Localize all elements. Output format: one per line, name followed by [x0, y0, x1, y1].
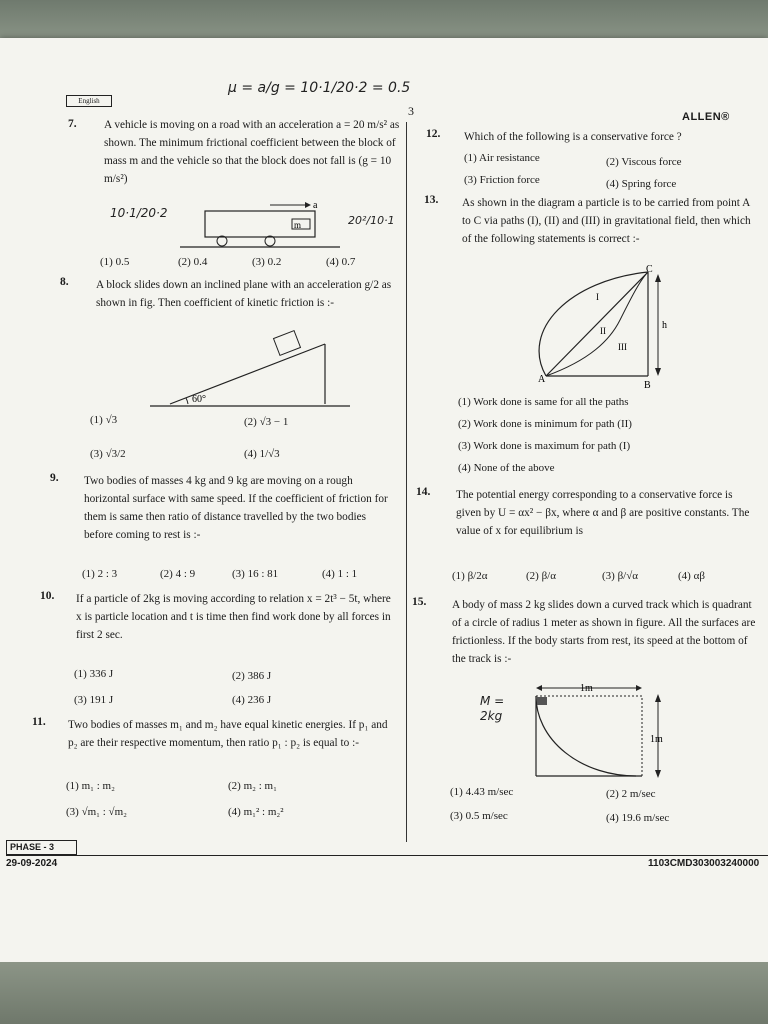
page-number: 3 — [408, 104, 414, 118]
q9-number: 9. — [50, 472, 59, 484]
q15-track-diagram — [530, 680, 690, 784]
q8-incline-diagram — [140, 326, 360, 412]
q12-option-1[interactable]: (1) Air resistance — [464, 152, 540, 164]
q8-angle-label: 60° — [192, 394, 206, 405]
q15-option-3[interactable]: (3) 0.5 m/sec — [450, 810, 508, 822]
q12-text: Which of the following is a conservative force ? — [464, 131, 682, 143]
q14-option-2[interactable]: (2) β/α — [526, 570, 556, 582]
q13-label-c: C — [646, 264, 653, 275]
column-divider — [406, 122, 407, 842]
q8-option-2[interactable]: (2) √3 − 1 — [244, 416, 289, 428]
q13-label-h: h — [662, 320, 667, 331]
q15-number: 15. — [412, 596, 427, 608]
q15-text: A body of mass 2 kg slides down a curved track which is quadrant of a circle of radius 1 meter as shown in figure. All the surfaces are frictionless. If the body starts from rest, its speed at the bottom of the track is :- — [452, 599, 756, 665]
q7-hand-left: 10·1/20·2 — [110, 206, 168, 220]
q7-option-3[interactable]: (3) 0.2 — [252, 256, 282, 268]
q10-option-4[interactable]: (4) 236 J — [232, 694, 272, 706]
q15-label-top: 1m — [580, 683, 593, 694]
q8-text: A block slides down an inclined plane with an acceleration g/2 as shown in fig. Then coefficient of kinetic friction is :- — [96, 279, 392, 309]
q14-option-1[interactable]: (1) β/2α — [452, 570, 488, 582]
q7-number: 7. — [68, 118, 77, 130]
q11-option-3[interactable]: (3) √m₁ : √m₂ — [66, 806, 127, 818]
q8-option-3[interactable]: (3) √3/2 — [90, 448, 126, 460]
q7-mass-label: m — [294, 220, 302, 230]
q15-label-side: 1m — [650, 734, 663, 745]
q11-text: Two bodies of masses m₁ and m₂ have equal kinetic energies. If p₁ and p₂ are their respective momentum, then ratio p₁ : p₂ is equal to :- — [68, 719, 388, 749]
q11-option-4[interactable]: (4) m₁² : m₂² — [228, 806, 284, 818]
q8-number: 8. — [60, 276, 69, 288]
phase-label: PHASE - 3 — [6, 840, 77, 855]
q14-text: The potential energy corresponding to a conservative force is given by U = αx² − βx, where α and β are positive constants. The value of x for equilibrium is — [456, 489, 750, 537]
q13-option-2[interactable]: (2) Work done is minimum for path (II) — [458, 418, 632, 430]
q7-option-1[interactable]: (1) 0.5 — [100, 256, 130, 268]
footer-divider — [6, 855, 768, 856]
brand-logo: ALLEN® — [682, 111, 730, 123]
desk-background — [0, 962, 768, 1024]
q9-text: Two bodies of masses 4 kg and 9 kg are moving on a rough horizontal surface with same speed. If the coefficient of friction for them is same then ratio of distance travelled by the two bodies before coming to rest is :- — [84, 475, 388, 541]
q8-option-4[interactable]: (4) 1/√3 — [244, 448, 280, 460]
q7-option-4[interactable]: (4) 0.7 — [326, 256, 356, 268]
q13-label-path1: I — [596, 292, 599, 302]
q9-option-4[interactable]: (4) 1 : 1 — [322, 568, 358, 580]
q13-option-3[interactable]: (3) Work done is maximum for path (I) — [458, 440, 631, 452]
q15-option-1[interactable]: (1) 4.43 m/sec — [450, 786, 514, 798]
q10-option-3[interactable]: (3) 191 J — [74, 694, 114, 706]
q9-option-3[interactable]: (3) 16 : 81 — [232, 568, 279, 580]
q9-option-2[interactable]: (2) 4 : 9 — [160, 568, 196, 580]
q7-text: A vehicle is moving on a road with an acceleration a = 20 m/s² as shown. The minimum frictional coefficient between the block of mass m and the vehicle so that the block does not fall is (g = 10 m/s²) — [104, 119, 400, 185]
language-tag: English — [66, 95, 112, 107]
q13-paths-diagram — [530, 260, 680, 388]
q13-number: 13. — [424, 194, 439, 206]
q7-accel-label: a — [313, 200, 318, 211]
q12-number: 12. — [426, 128, 441, 140]
q12-option-4[interactable]: (4) Spring force — [606, 178, 677, 190]
q12-option-3[interactable]: (3) Friction force — [464, 174, 540, 186]
q13-label-path2: II — [600, 326, 606, 336]
q14-number: 14. — [416, 486, 431, 498]
q13-option-4[interactable]: (4) None of the above — [458, 462, 555, 474]
q10-text: If a particle of 2kg is moving according to relation x = 2t³ − 5t, where x is particle location and t is time then find work done by all forces in first 2 sec. — [76, 593, 391, 641]
q7-hand-right: 20²/10·1 — [348, 214, 395, 227]
handwritten-top-note: μ = a/g = 10·1/20·2 = 0.5 — [228, 80, 411, 96]
q13-option-1[interactable]: (1) Work done is same for all the paths — [458, 396, 629, 408]
q11-option-2[interactable]: (2) m₂ : m₁ — [228, 780, 277, 792]
q15-hand-mass: M = 2kg — [480, 694, 505, 723]
q10-number: 10. — [40, 590, 55, 602]
q12-option-2[interactable]: (2) Viscous force — [606, 156, 682, 168]
q13-label-path3: III — [618, 342, 627, 352]
q7-option-2[interactable]: (2) 0.4 — [178, 256, 208, 268]
q10-option-1[interactable]: (1) 336 J — [74, 668, 114, 680]
q15-option-2[interactable]: (2) 2 m/sec — [606, 788, 656, 800]
q9-option-1[interactable]: (1) 2 : 3 — [82, 568, 118, 580]
q13-label-a: A — [538, 374, 546, 385]
q14-option-3[interactable]: (3) β/√α — [602, 570, 639, 582]
exam-date: 29-09-2024 — [6, 858, 58, 869]
q13-label-b: B — [644, 380, 651, 388]
q10-option-2[interactable]: (2) 386 J — [232, 670, 272, 682]
paper-code: 1103CMD303003240000 — [648, 858, 760, 869]
q13-text: As shown in the diagram a particle is to be carried from point A to C via paths (I), (II) and (III) in gravitational field, then which of the following statements is correct :- — [462, 197, 751, 245]
q11-number: 11. — [32, 716, 46, 728]
q8-option-1[interactable]: (1) √3 — [90, 414, 118, 426]
q14-option-4[interactable]: (4) αβ — [678, 570, 705, 582]
q11-option-1[interactable]: (1) m₁ : m₂ — [66, 780, 115, 792]
q15-option-4[interactable]: (4) 19.6 m/sec — [606, 812, 670, 824]
